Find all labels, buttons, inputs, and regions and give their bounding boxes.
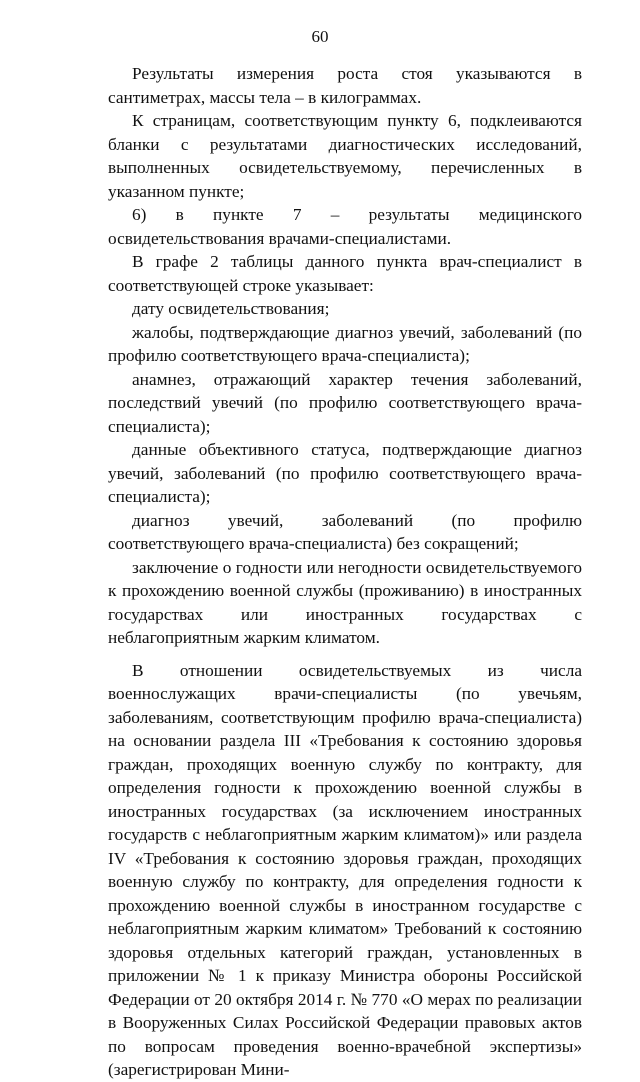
list-item-anamnesis: анамнез, отражающий характер течения заболеваний, последствий увечий (по профилю соответствующего врача-специалиста);	[108, 369, 582, 436]
page-body	[108, 62, 582, 1082]
paragraph-column-2-intro: В графе 2 таблицы данного пункта врач-специалист в соответствующей строке указывает:	[108, 252, 582, 295]
list-item-objective-status: данные объективного статуса, подтверждающие диагноз увечий, заболеваний (по профилю соответствующего врача-специалиста);	[108, 440, 582, 506]
paragraph-servicemen-requirements: В отношении освидетельствуемых из числа военнослужащих врачи-специалисты (по увечьям, заболеваниям, соответствующим профилю врача-специалиста) на основании раздела III «Требования к состоянию здоровья граждан, проходящих военную службу по контракту, для определения годности к прохождению военной службы в иностранных государствах (за исключением иностранных государств с неблагоприятным жарким климатом)» или раздела IV «Требования к состоянию здоровья граждан, проходящих военную службу по контракту, для определения годности к прохождению военной службы в иностранном государстве с неблагоприятным жарким климатом» Требований к состоянию здоровья отдельных категорий граждан, установленных в приложении № 1 к приказу Министра обороны Российской Федерации от 20 октября 2014 г. № 770 «О мерах по реализации в Вооруженных Силах Российской Федерации правовых актов по вопросам проведения военно-врачебной экспертизы» (зарегистрирован Мини-	[108, 660, 582, 1079]
list-item-complaints: жалобы, подтверждающие диагноз увечий, заболеваний (по профилю соответствующего врача-специалиста);	[108, 322, 582, 365]
page-number: 60	[311, 27, 329, 46]
list-item-diagnosis: диагноз увечий, заболеваний (по профилю соответствующего врача-специалиста) без сокращений;	[108, 510, 582, 553]
paragraph-item-6-attachments: К страницам, соответствующим пункту 6, подклеиваются бланки с результатами диагностических исследований, выполненных освидетельствуемому, перечисленных в указанном пункте;	[108, 111, 582, 201]
list-item-exam-date: дату освидетельствования;	[132, 299, 330, 318]
paragraph-measurements: Результаты измерения роста стоя указываются в сантиметрах, массы тела – в килограммах.	[108, 64, 582, 107]
list-item-conclusion: заключение о годности или негодности освидетельствуемого к прохождению военной службы (проживанию) в иностранных государствах или иностранных государствах с неблагоприятным жарким климатом.	[108, 557, 582, 647]
paragraph-item-7-heading: 6) в пункте 7 – результаты медицинского освидетельствования врачами-специалистами.	[108, 205, 582, 248]
